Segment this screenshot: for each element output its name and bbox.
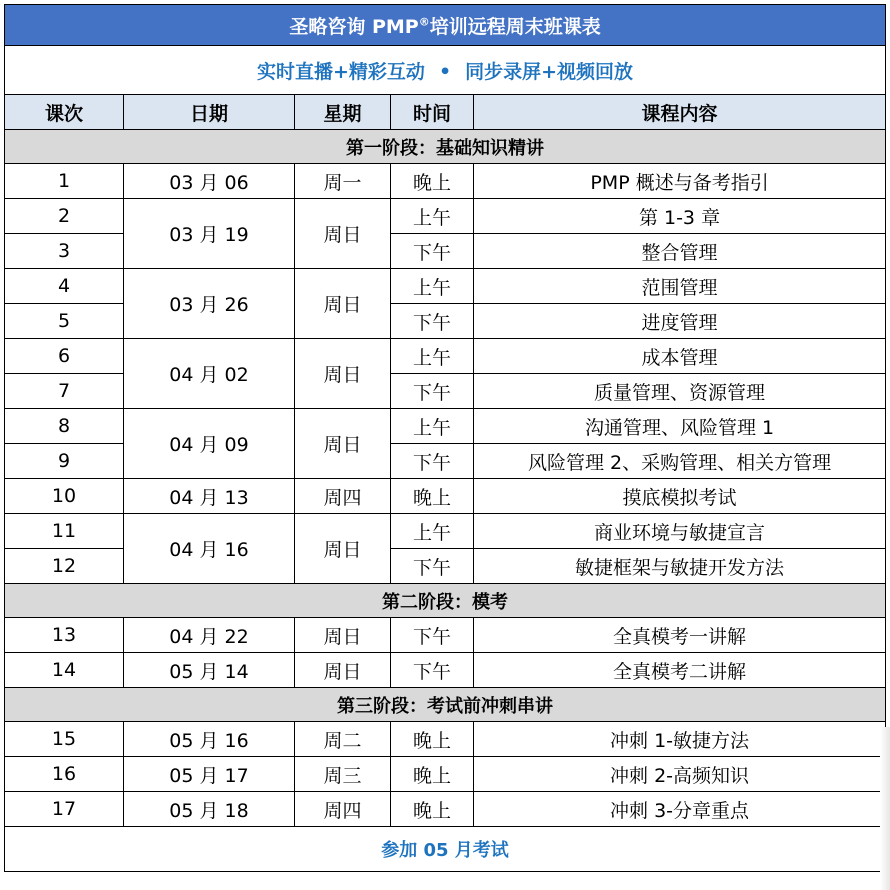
page-edge-shadow [880,727,890,890]
lesson-time: 晚上 [391,792,474,827]
lesson-content: 沟通管理、风险管理 1 [474,409,886,444]
lesson-time: 下午 [391,234,474,269]
lesson-time: 上午 [391,339,474,374]
header-content: 课程内容 [474,95,886,130]
lesson-number: 4 [5,269,124,304]
lesson-time: 晚上 [391,757,474,792]
phase-row [5,130,886,164]
lesson-number: 11 [5,514,124,549]
lesson-number: 15 [5,722,124,757]
header-lesson-number: 课次 [5,95,124,130]
lesson-time: 上午 [391,409,474,444]
page-title [5,5,886,46]
subtitle [5,46,886,95]
lesson-date: 05 月 16 [124,722,295,757]
lesson-time: 上午 [391,269,474,304]
table-row [5,409,886,444]
phase-row [5,584,886,618]
schedule-body [5,5,886,872]
lesson-time: 下午 [391,374,474,409]
table-row [5,757,886,792]
lesson-time: 下午 [391,304,474,339]
lesson-content: 质量管理、资源管理 [474,374,886,409]
table-row [5,339,886,374]
header-weekday: 星期 [295,95,391,130]
lesson-date: 05 月 18 [124,792,295,827]
lesson-weekday: 周日 [295,339,391,409]
registered-mark: ® [418,15,430,29]
title-prefix: 圣略咨询 PMP [289,15,419,38]
lesson-weekday: 周四 [295,792,391,827]
lesson-weekday: 周日 [295,199,391,269]
lesson-number: 6 [5,339,124,374]
subtitle-separator: • [438,60,452,83]
lesson-number: 3 [5,234,124,269]
lesson-date: 04 月 13 [124,479,295,514]
table-row [5,618,886,653]
lesson-number: 13 [5,618,124,653]
lesson-content: 商业环境与敏捷宣言 [474,514,886,549]
subtitle-row [5,46,886,95]
lesson-weekday: 周一 [295,164,391,199]
lesson-content: 冲刺 1-敏捷方法 [474,722,886,757]
phase-label: 第一阶段：基础知识精讲 [5,130,886,164]
lesson-time: 下午 [391,549,474,584]
lesson-number: 14 [5,653,124,688]
lesson-number: 5 [5,304,124,339]
lesson-time: 下午 [391,618,474,653]
lesson-content: 敏捷框架与敏捷开发方法 [474,549,886,584]
table-row [5,269,886,304]
lesson-weekday: 周日 [295,514,391,584]
subtitle-right: 同步录屏+视频回放 [465,60,634,83]
lesson-time: 下午 [391,653,474,688]
lesson-number: 10 [5,479,124,514]
lesson-date: 05 月 14 [124,653,295,688]
lesson-weekday: 周日 [295,269,391,339]
lesson-number: 2 [5,199,124,234]
lesson-content: 冲刺 2-高频知识 [474,757,886,792]
lesson-time: 晚上 [391,479,474,514]
lesson-content: 范围管理 [474,269,886,304]
lesson-number: 12 [5,549,124,584]
lesson-date: 03 月 19 [124,199,295,269]
lesson-content: 风险管理 2、采购管理、相关方管理 [474,444,886,479]
lesson-weekday: 周日 [295,653,391,688]
lesson-time: 下午 [391,444,474,479]
lesson-number: 17 [5,792,124,827]
lesson-time: 上午 [391,199,474,234]
lesson-weekday: 周三 [295,757,391,792]
lesson-weekday: 周日 [295,618,391,653]
title-suffix: 培训远程周末班课表 [429,15,601,38]
lesson-content: 第 1-3 章 [474,199,886,234]
lesson-weekday: 周四 [295,479,391,514]
table-row [5,653,886,688]
schedule-table [4,4,886,872]
lesson-date: 04 月 22 [124,618,295,653]
lesson-content: 全真模考一讲解 [474,618,886,653]
header-date: 日期 [124,95,295,130]
lesson-content: 进度管理 [474,304,886,339]
lesson-date: 04 月 09 [124,409,295,479]
lesson-number: 7 [5,374,124,409]
lesson-content: 整合管理 [474,234,886,269]
table-row [5,792,886,827]
lesson-number: 16 [5,757,124,792]
lesson-date: 05 月 17 [124,757,295,792]
title-row [5,5,886,46]
table-row [5,164,886,199]
exam-note: 参加 05 月考试 [5,827,886,872]
phase-label: 第二阶段：模考 [5,584,886,618]
phase-row [5,688,886,722]
table-row [5,199,886,234]
footer-row [5,827,886,872]
table-row [5,514,886,549]
table-row [5,722,886,757]
subtitle-left: 实时直播+精彩互动 [257,60,425,83]
lesson-date: 04 月 16 [124,514,295,584]
lesson-date: 03 月 26 [124,269,295,339]
lesson-weekday: 周日 [295,409,391,479]
lesson-time: 晚上 [391,164,474,199]
lesson-content: PMP 概述与备考指引 [474,164,886,199]
table-row [5,479,886,514]
lesson-content: 成本管理 [474,339,886,374]
header-time: 时间 [391,95,474,130]
phase-label: 第三阶段：考试前冲刺串讲 [5,688,886,722]
lesson-content: 摸底模拟考试 [474,479,886,514]
lesson-number: 9 [5,444,124,479]
lesson-weekday: 周二 [295,722,391,757]
lesson-number: 1 [5,164,124,199]
lesson-time: 晚上 [391,722,474,757]
lesson-date: 04 月 02 [124,339,295,409]
lesson-time: 上午 [391,514,474,549]
lesson-content: 冲刺 3-分章重点 [474,792,886,827]
lesson-number: 8 [5,409,124,444]
header-row [5,95,886,130]
lesson-content: 全真模考二讲解 [474,653,886,688]
lesson-date: 03 月 06 [124,164,295,199]
